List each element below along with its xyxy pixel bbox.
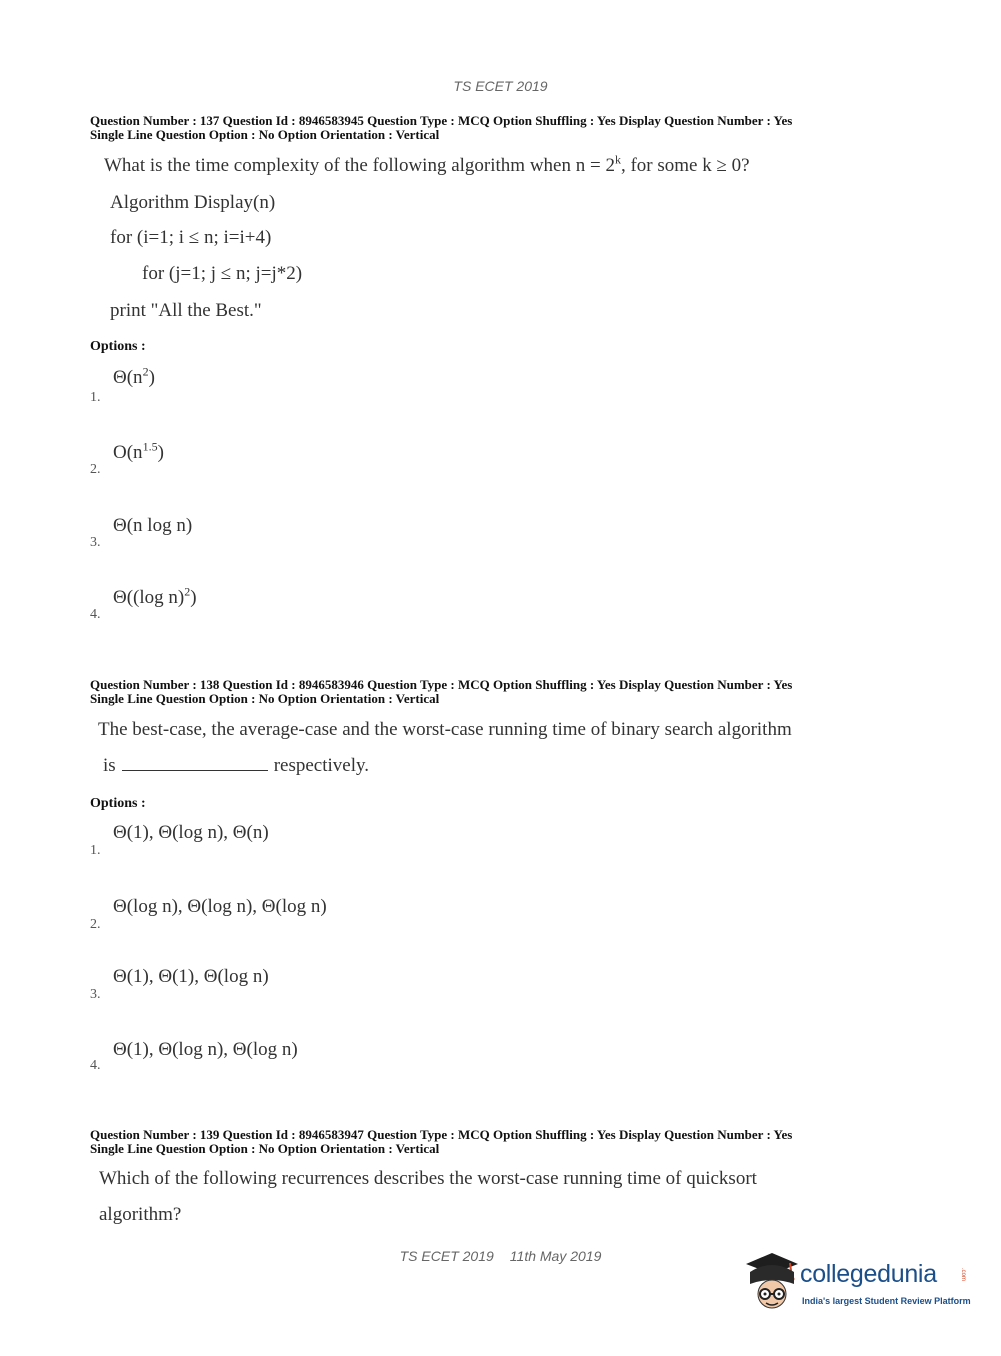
meta-line-1: Question Number : 139 Question Id : 8946583947 Question Type : MCQ Option Shuffling : Yes Display Question Number : Yes (90, 1127, 793, 1142)
option-3[interactable]: Θ(1), Θ(1), Θ(log n) (113, 966, 269, 987)
option-3[interactable]: Θ(n log n) (113, 515, 193, 536)
question-138-meta (90, 678, 792, 706)
option-1[interactable]: Θ(1), Θ(log n), Θ(n) (113, 822, 269, 843)
question-139-meta (90, 1128, 792, 1156)
option-number: 2. (90, 462, 101, 477)
meta-line-1: Question Number : 137 Question Id : 8946583945 Question Type : MCQ Option Shuffling : Yes Display Question Number : Yes (90, 113, 793, 128)
code-line: for (i=1; i ≤ n; i=i+4) (110, 227, 272, 248)
option-4[interactable]: Θ(1), Θ(log n), Θ(log n) (113, 1039, 298, 1060)
code-line: print "All the Best." (110, 300, 262, 321)
code-line: for (j=1; j ≤ n; j=j*2) (142, 263, 303, 284)
option-2[interactable]: $O(n^{1.5})$ (113, 439, 164, 463)
option-number: 4. (90, 1058, 101, 1073)
question-139-text-line2: algorithm? (99, 1204, 182, 1225)
question-137-meta (90, 114, 792, 142)
option-number: 1. (90, 390, 101, 405)
answer-blank (122, 770, 268, 771)
question-138-text-line2: is respectively. (103, 755, 369, 776)
mascot-icon (742, 1250, 800, 1318)
option-number: 2. (90, 917, 101, 932)
option-number: 3. (90, 535, 101, 550)
meta-line-2: Single Line Question Option : No Option Orientation : Vertical (90, 1141, 440, 1156)
option-1[interactable]: $\Theta(n^2)$ (113, 364, 155, 388)
options-label: Options : (90, 339, 146, 354)
logo-suffix: .com (960, 1268, 966, 1282)
meta-line-1: Question Number : 138 Question Id : 8946583946 Question Type : MCQ Option Shuffling : Yes Display Question Number : Yes (90, 677, 793, 692)
page-header: TS ECET 2019 (453, 78, 548, 94)
footer-exam: TS ECET 2019 (399, 1248, 494, 1264)
logo-name: collegedunia (800, 1260, 937, 1288)
option-2[interactable]: Θ(log n), Θ(log n), Θ(log n) (113, 896, 327, 917)
question-139-text: Which of the following recurrences describes the worst-case running time of quicksort (99, 1168, 757, 1189)
option-number: 3. (90, 987, 101, 1002)
meta-line-2: Single Line Question Option : No Option Orientation : Vertical (90, 127, 440, 142)
meta-line-2: Single Line Question Option : No Option Orientation : Vertical (90, 691, 440, 706)
collegedunia-logo[interactable] (742, 1250, 972, 1318)
footer-date: 11th May 2019 (509, 1248, 602, 1264)
option-number: 1. (90, 843, 101, 858)
option-number: 4. (90, 607, 101, 622)
question-138-text: The best-case, the average-case and the worst-case running time of binary search algorithm (98, 719, 792, 740)
logo-tagline: India's largest Student Review Platform (802, 1296, 971, 1306)
code-line: Algorithm Display(n) (110, 192, 276, 213)
option-4[interactable]: Θ((log n)$^2$) (113, 584, 197, 608)
question-137-text: What is the time complexity of the following algorithm when $n = 2^k$, for some k ≥ 0? (104, 152, 750, 176)
options-label: Options : (90, 796, 146, 811)
